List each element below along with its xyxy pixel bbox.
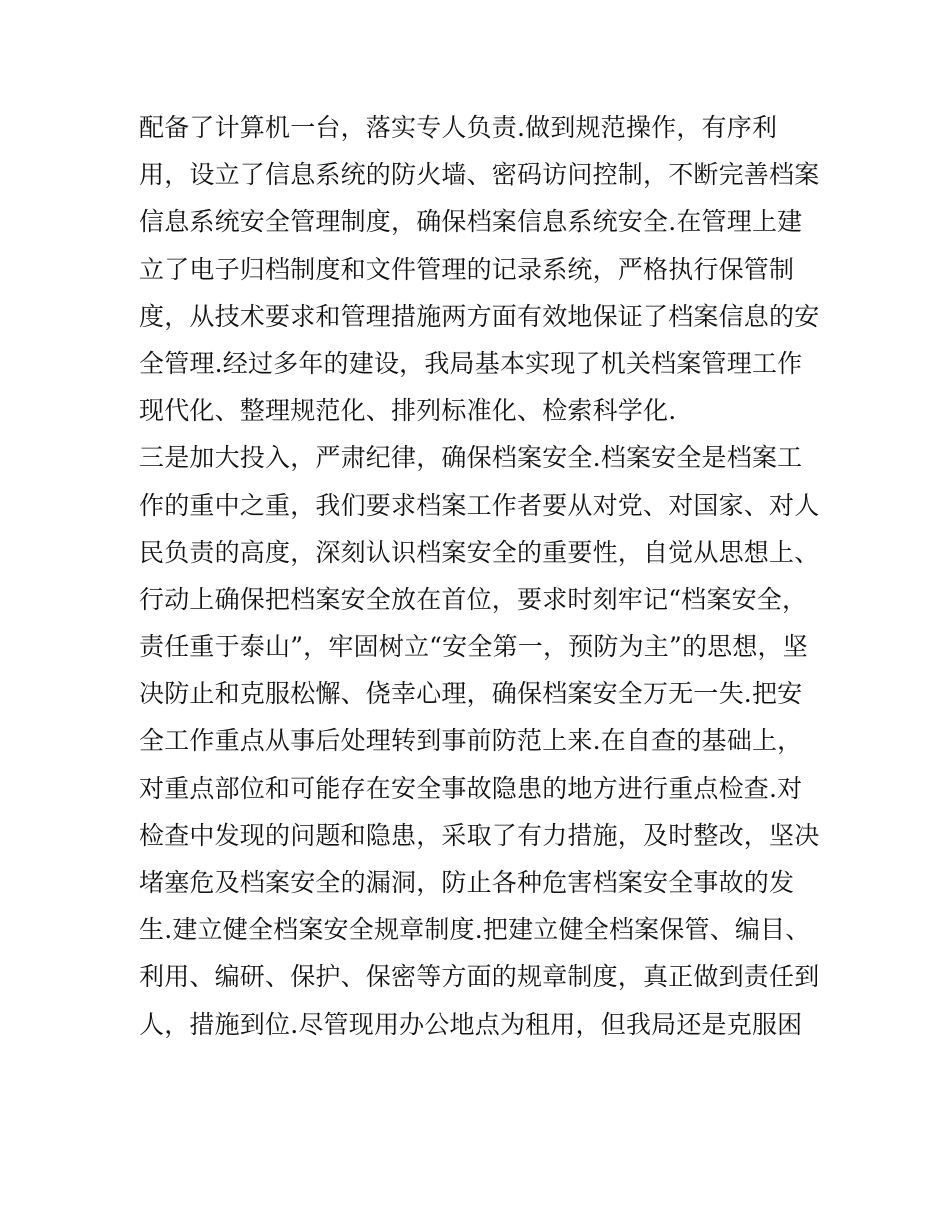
text-line: 对重点部位和可能存在安全事故隐患的地方进行重点检查.对	[139, 773, 803, 803]
document-body	[139, 104, 819, 1048]
text-line: 决防止和克服松懈、侥幸心理，确保档案安全万无一失.把安	[139, 679, 803, 709]
text-line: 配备了计算机一台，落实专人负责.做到规范操作，有序利	[139, 113, 778, 142]
text-line: 作的重中之重，我们要求档案工作者要从对党、对国家、对人	[139, 490, 820, 520]
text-line: 度，从技术要求和管理措施两方面有效地保证了档案信息的安	[139, 301, 820, 331]
text-line: 立了电子归档制度和文件管理的记录系统，严格执行保管制	[139, 254, 795, 284]
text-line: 民负责的高度，深刻认识档案安全的重要性，自觉从思想上、	[139, 537, 820, 567]
text-line: 利用、编研、保护、保密等方面的规章制度，真正做到责任到	[139, 962, 820, 992]
text-line: 责任重于泰山”，牢固树立“安全第一，预防为主”的思想，坚	[139, 632, 808, 662]
text-line: 检查中发现的问题和隐患，采取了有力措施，及时整改，坚决	[139, 820, 820, 850]
text-line: 现代化、整理规范化、排列标准化、检索科学化.	[139, 396, 677, 426]
text-line: 用，设立了信息系统的防火墙、密码访问控制，不断完善档案	[139, 160, 820, 190]
text-line: 三是加大投入，严肃纪律，确保档案安全.档案安全是档案工	[139, 443, 803, 473]
text-line: 全管理.经过多年的建设，我局基本实现了机关档案管理工作	[139, 348, 803, 378]
text-line: 信息系统安全管理制度，确保档案信息系统安全.在管理上建	[139, 207, 803, 237]
text-line: 行动上确保把档案安全放在首位，要求时刻牢记“档案安全，	[139, 584, 808, 614]
text-line: 全工作重点从事后处理转到事前防范上来.在自查的基础上，	[139, 726, 803, 756]
text-line: 堵塞危及档案安全的漏洞，防止各种危害档案安全事故的发	[139, 868, 795, 897]
text-line: 人，措施到位.尽管现用办公地点为租用，但我局还是克服困	[139, 1009, 803, 1039]
text-line: 生.建立健全档案安全规章制度.把建立健全档案保管、编目、	[139, 915, 811, 945]
